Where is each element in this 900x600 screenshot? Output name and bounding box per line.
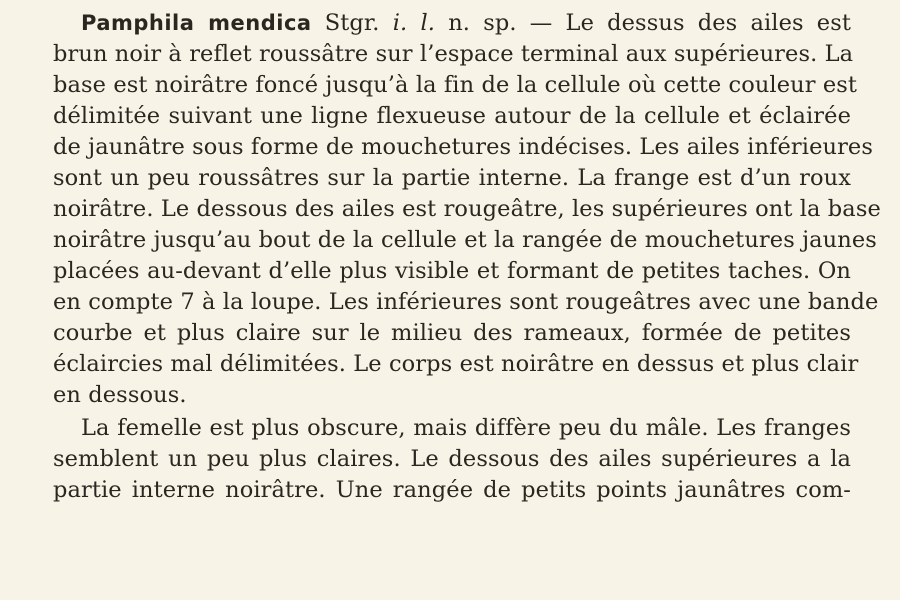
abbr-l: l. — [420, 10, 436, 36]
paragraph-2-line-3: partie interne noirâtre. Une rangée de petits points jaunâtres com- — [53, 477, 851, 503]
paragraph-1-line-4: délimitée suivant une ligne flexueuse autour de la cellule et éclairée — [53, 103, 851, 129]
paragraph-1-line-1-text: — Le dessus des ailes est — [529, 10, 851, 36]
abbr-i: i. — [392, 10, 408, 36]
paragraph-2-line-2: semblent un peu plus claires. Le dessous des ailes supérieures a la — [53, 446, 851, 472]
paragraph-1-line-1 — [53, 8, 851, 39]
species-author: Stgr. — [324, 10, 380, 36]
paragraph-1-line-5: de jaunâtre sous forme de mouchetures indécises. Les ailes inférieures — [53, 134, 873, 160]
paragraph-1-line-12: éclaircies mal délimitées. Le corps est noirâtre en dessus et plus clair — [53, 351, 859, 377]
paragraph-1-line-2: brun noir à reflet roussâtre sur l’espace terminal aux supérieures. La — [53, 41, 854, 67]
new-species-tag: n. sp. — [448, 10, 517, 36]
paragraph-1-line-3: base est noirâtre foncé jusqu’à la fin de la cellule où cette couleur est — [53, 72, 858, 98]
text-body — [53, 8, 881, 506]
paragraph-1-line-9: placées au-devant d’elle plus visible et formant de petites taches. On — [53, 258, 851, 284]
paragraph-1-line-10: en compte 7 à la loupe. Les inférieures sont rougeâtres avec une bande — [53, 289, 879, 315]
paragraph-1-line-7: noirâtre. Le dessous des ailes est rougeâtre, les supérieures ont la base — [53, 196, 881, 222]
species-name: Pamphila mendica — [81, 11, 312, 35]
paragraph-1-line-11: courbe et plus claire sur le milieu des rameaux, formée de petites — [53, 320, 851, 346]
paragraph-1-line-13: en dessous. — [53, 382, 187, 408]
paragraph-2-line-1: La femelle est plus obscure, mais diffère peu du mâle. Les franges — [81, 415, 851, 441]
paragraph-1-line-8: noirâtre jusqu’au bout de la cellule et la rangée de mouchetures jaunes — [53, 227, 877, 253]
paragraph-1-line-6: sont un peu roussâtres sur la partie interne. La frange est d’un roux — [53, 165, 851, 191]
